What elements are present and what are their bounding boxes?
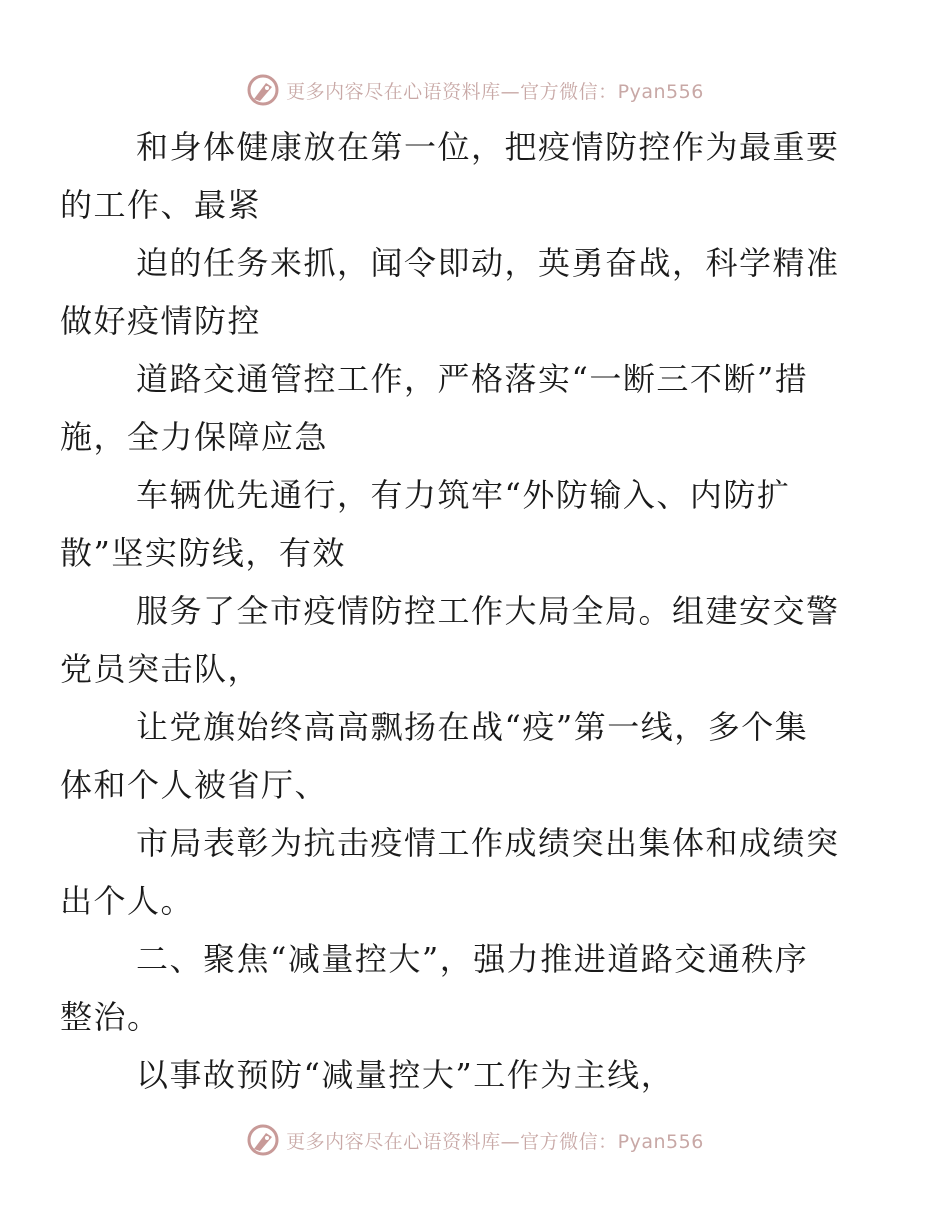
watermark-text: 更多内容尽在心语资料库—官方微信：Pyan556	[286, 80, 704, 103]
paragraph-7	[60, 814, 858, 930]
watermark-text: 更多内容尽在心语资料库—官方微信：Pyan556	[286, 1130, 704, 1153]
document-body	[60, 118, 858, 1104]
paragraph-continuation: 施，全力保障应急	[60, 418, 329, 456]
paragraph-2	[60, 234, 858, 350]
paragraph-line: 市局表彰为抗击疫情工作成绩突出集体和成绩突	[136, 824, 840, 862]
paragraph-6	[60, 698, 858, 814]
watermark-group	[246, 73, 704, 107]
header-watermark	[0, 70, 950, 110]
pen-nib-logo-icon	[246, 1123, 280, 1157]
paragraph-3	[60, 350, 858, 466]
paragraph-line: 道路交通管控工作，严格落实“一断三不断”措	[136, 360, 809, 398]
paragraph-line: 二、聚焦“减量控大”，强力推进道路交通秩序	[136, 940, 809, 978]
paragraph-line: 和身体健康放在第一位，把疫情防控作为最重要	[136, 128, 840, 166]
paragraph-continuation: 体和个人被省厅、	[60, 766, 329, 804]
paragraph-4	[60, 466, 858, 582]
paragraph-continuation: 整治。	[60, 998, 161, 1036]
pen-nib-logo-icon	[246, 73, 280, 107]
paragraph-line: 迫的任务来抓，闻令即动，英勇奋战，科学精准	[136, 244, 840, 282]
paragraph-9	[98, 1046, 858, 1104]
paragraph-8-heading	[60, 930, 858, 1046]
paragraph-line: 以事故预防“减量控大”工作为主线，	[136, 1056, 675, 1094]
paragraph-continuation: 散”坚实防线，有效	[60, 534, 346, 572]
paragraph-5	[60, 582, 858, 698]
watermark-group	[246, 1123, 704, 1157]
paragraph-continuation: 出个人。	[60, 882, 195, 920]
paragraph-line: 车辆优先通行，有力筑牢“外防输入、内防扩	[136, 476, 791, 514]
paragraph-continuation: 党员突击队，	[60, 650, 262, 688]
paragraph-line: 服务了全市疫情防控工作大局全局。组建安交警	[136, 592, 840, 630]
footer-watermark	[0, 1120, 950, 1160]
paragraph-continuation: 做好疫情防控	[60, 302, 262, 340]
paragraph-line: 让党旗始终高高飘扬在战“疫”第一线，多个集	[136, 708, 809, 746]
paragraph-1	[60, 118, 858, 234]
paragraph-continuation: 的工作、最紧	[60, 186, 262, 224]
